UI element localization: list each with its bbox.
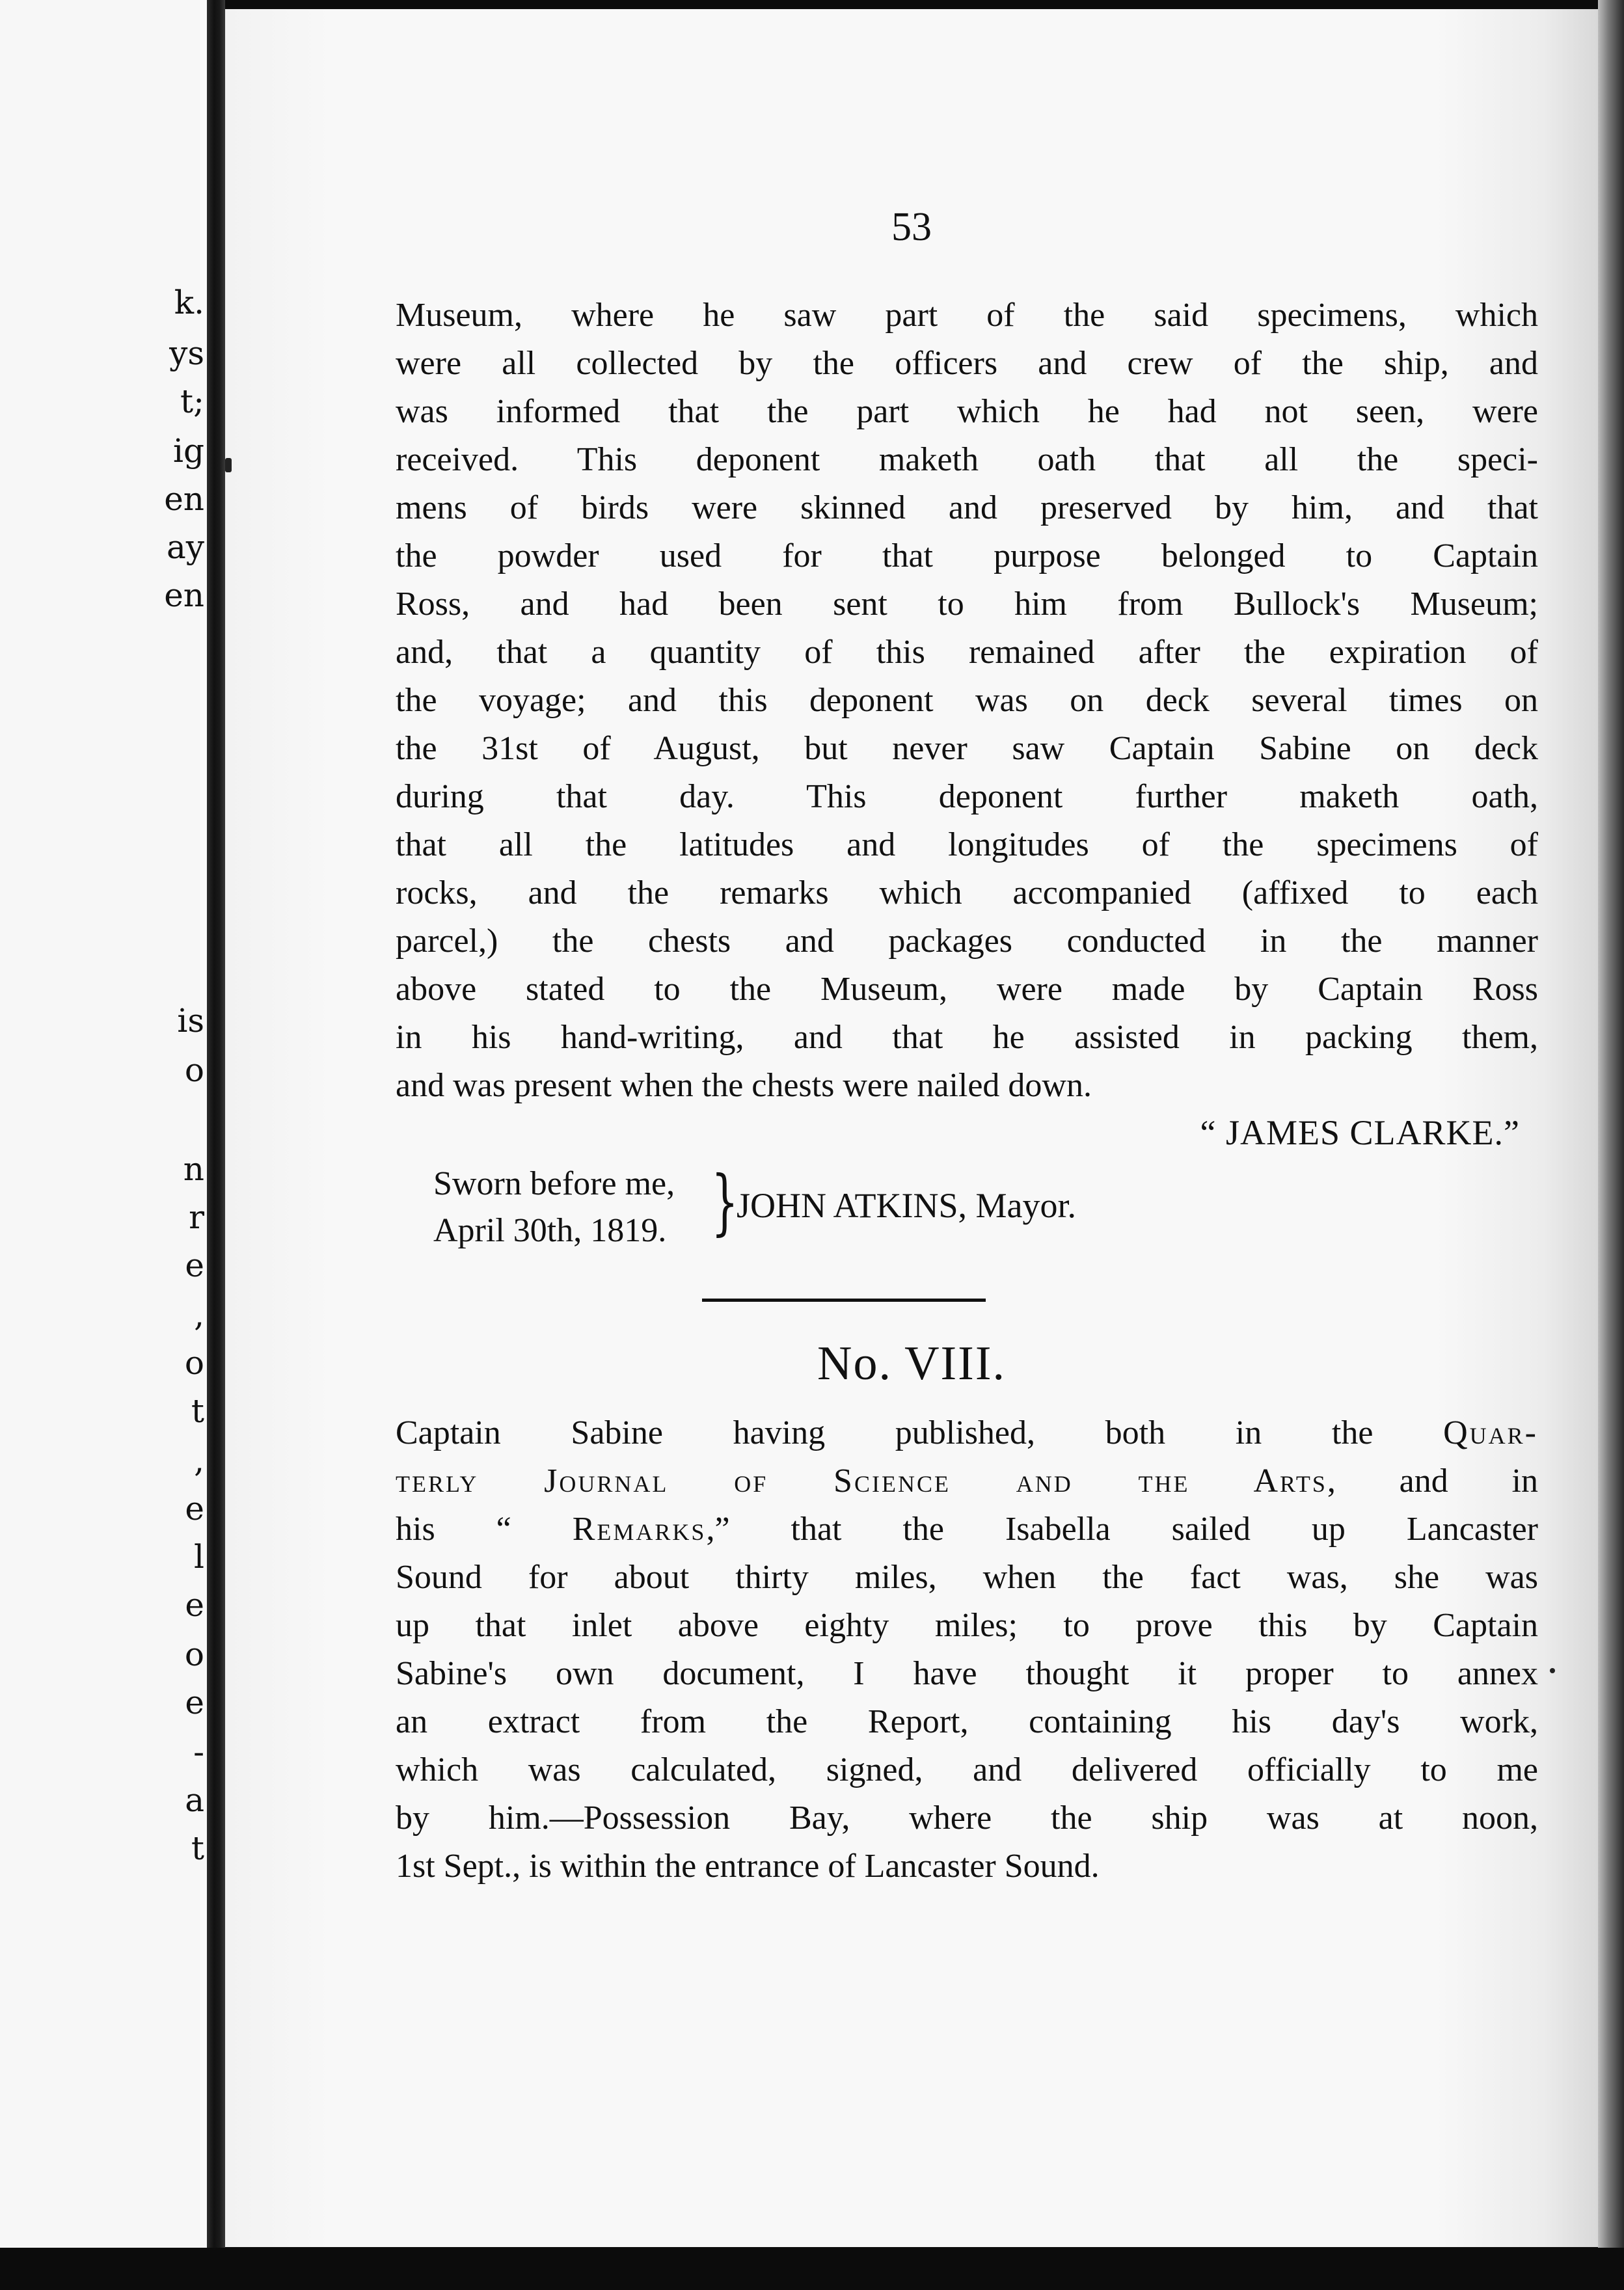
- facing-page-fragment: en: [164, 480, 204, 518]
- paragraph-deposition: [396, 291, 1538, 1110]
- text-line: rocks, and the remarks which accompanied (affixed to each: [396, 874, 1538, 911]
- brace-glyph: }: [711, 1160, 738, 1243]
- text-line: Ross, and had been sent to him from Bullock's Museum;: [396, 586, 1538, 623]
- text-line: mens of birds were skinned and preserved by him, and that: [396, 489, 1538, 526]
- text-line: 1st Sept., is within the entrance of Lancaster Sound.: [396, 1848, 1100, 1885]
- text-line: Museum, where he saw part of the said specimens, which: [396, 297, 1538, 334]
- ink-speck: [1550, 1668, 1555, 1673]
- mayor-signature: JOHN ATKINS, Mayor.: [737, 1186, 1077, 1225]
- facing-page-fragment: o: [184, 1344, 204, 1382]
- facing-page-fragment: ,: [194, 1442, 204, 1479]
- facing-page-fragment: en: [164, 576, 204, 614]
- text-line: the powder used for that purpose belonged to Captain: [396, 537, 1538, 574]
- text-run: , and in: [1327, 1462, 1538, 1500]
- text-line: Sound for about thirty miles, when the fact was, she was: [396, 1559, 1538, 1596]
- facing-page-fragment: ys: [169, 334, 204, 372]
- signature-james-clarke: “ JAMES CLARKE.”: [1200, 1113, 1520, 1152]
- small-caps-run: Quar-: [1443, 1414, 1538, 1451]
- facing-page-fragment: ay: [166, 528, 204, 566]
- text-line: above stated to the Museum, were made by Captain Ross: [396, 971, 1538, 1008]
- facing-page-fragment: ,: [194, 1296, 204, 1334]
- paragraph-no-viii: [396, 1409, 1538, 1891]
- facing-page-fragment: a: [185, 1781, 204, 1819]
- text-line: parcel,) the chests and packages conducted in the manner: [396, 923, 1538, 960]
- left-page-edge: [0, 0, 207, 2248]
- text-line: [396, 1505, 1538, 1554]
- facing-page-fragment: n: [183, 1150, 204, 1188]
- sworn-date: April 30th, 1819.: [433, 1212, 667, 1249]
- facing-page-fragment: e: [185, 1246, 204, 1284]
- sworn-line: Sworn before me,: [433, 1165, 675, 1202]
- page-53: [225, 9, 1598, 2247]
- text-line: [396, 1457, 1538, 1505]
- text-run: Captain Sabine having published, both in the: [396, 1414, 1444, 1451]
- facing-page-fragment: -: [193, 1733, 204, 1771]
- text-line: which was calculated, signed, and delivered officially to me: [396, 1751, 1538, 1788]
- facing-page-fragment: t;: [180, 383, 204, 420]
- facing-page-fragment: e: [185, 1490, 204, 1528]
- book-gutter: [207, 0, 225, 2248]
- text-line: received. This deponent maketh oath that all the speci-: [396, 441, 1538, 478]
- text-line: was informed that the part which he had not seen, were: [396, 393, 1538, 430]
- sworn-before: [433, 1161, 675, 1254]
- facing-page-fragment: t: [191, 1829, 204, 1867]
- small-caps-run: terly Journal of Science and the Arts: [396, 1462, 1327, 1500]
- facing-page-fragment: r: [189, 1198, 204, 1236]
- text-line: [396, 1409, 1538, 1457]
- facing-page-fragment: e: [185, 1586, 204, 1624]
- facing-page-fragment: o: [184, 1636, 204, 1673]
- facing-page-fragment: is: [177, 1002, 204, 1040]
- facing-page-fragment: k.: [174, 284, 204, 321]
- text-line: during that day. This deponent further maketh oath,: [396, 778, 1538, 815]
- text-line: in his hand-writing, and that he assisted in packing them,: [396, 1019, 1538, 1056]
- facing-page-fragment: e: [185, 1684, 204, 1721]
- facing-page-fragment: l: [194, 1538, 204, 1576]
- text-line: and, that a quantity of this remained after the expiration of: [396, 634, 1538, 671]
- section-rule: [702, 1299, 986, 1302]
- text-line: were all collected by the officers and crew of the ship, and: [396, 345, 1538, 382]
- scan-border-bottom: [0, 2248, 1624, 2290]
- text-line: that all the latitudes and longitudes of the specimens of: [396, 826, 1538, 863]
- facing-page-fragment: t: [191, 1392, 204, 1430]
- facing-page-fragment: o: [184, 1051, 204, 1089]
- page-number: 53: [891, 205, 932, 249]
- text-line: the 31st of August, but never saw Captain Sabine on deck: [396, 730, 1538, 767]
- text-line: an extract from the Report, containing his day's work,: [396, 1703, 1538, 1740]
- facing-page-fragment: ig: [173, 432, 204, 470]
- text-line: by him.—Possession Bay, where the ship was at noon,: [396, 1799, 1538, 1837]
- page-edge-right: [1598, 0, 1624, 2290]
- small-caps-run: Remarks: [572, 1511, 707, 1548]
- text-run: his “: [396, 1511, 573, 1548]
- text-line: Sabine's own document, I have thought it proper to annex: [396, 1655, 1538, 1692]
- text-line: and was present when the chests were nailed down.: [396, 1067, 1092, 1104]
- text-run: ,” that the Isabella sailed up Lancaster: [706, 1511, 1538, 1548]
- text-line: the voyage; and this deponent was on deck several times on: [396, 682, 1538, 719]
- ink-speck: [225, 458, 232, 472]
- text-line: up that inlet above eighty miles; to prove this by Captain: [396, 1607, 1538, 1644]
- section-heading: No. VIII.: [817, 1337, 1006, 1390]
